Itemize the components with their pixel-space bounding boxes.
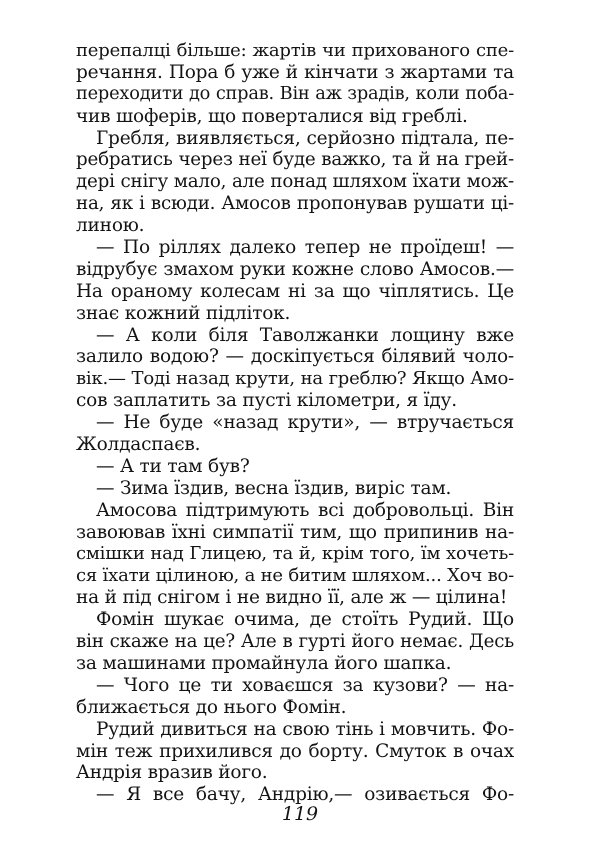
text-line: Жолдаспаєв. xyxy=(76,434,201,456)
text-line: знає кожний підліток. xyxy=(76,302,291,324)
text-line: Рудий дивиться на свою тінь і мовчить. Фо- xyxy=(96,718,514,740)
text-line: переходити до справ. Він аж зрадів, коли поба- xyxy=(76,83,514,104)
text-line: перепалці більше: жартів чи прихованого спе- xyxy=(76,40,514,61)
text-line: дері снігу мало, але понад шляхом їхати мож- xyxy=(76,171,514,193)
text-line: Фомін шукає очима, де стоїть Рудий. Що xyxy=(96,609,514,631)
text-line: — А ти там був? xyxy=(96,455,250,477)
text-line: — Чого це ти ховаєшся за кузови? — на- xyxy=(96,674,514,696)
text-line: за машинами промайнула його шапка. xyxy=(76,652,452,674)
text-line: на, як і всюди. Амосов пропонував рушати ці- xyxy=(76,193,514,215)
text-line: вік.— Тоді назад крути, на греблю? Якщо Амо- xyxy=(76,368,514,390)
text-line: чив шоферів, що поверталися від греблі. xyxy=(76,105,468,127)
text-line: Гребля, виявляється, серйозно підтала, пе- xyxy=(96,127,514,149)
text-line: Амосова підтримують всі добровольці. Він xyxy=(96,499,514,521)
text-line: він скаже на це? Але в гурті його немає. Десь xyxy=(76,631,514,653)
text-line: залило водою? — доскіпується білявий чоло- xyxy=(76,346,514,368)
text-line: ближається до нього Фомін. xyxy=(76,696,347,718)
text-line: смішки над Глицею, та й, крім того, їм хочеть- xyxy=(76,543,514,565)
text-line: мін теж прихилився до борту. Смуток в очах xyxy=(76,740,514,762)
text-line: — По ріллях далеко тепер не проїдеш! — xyxy=(96,237,514,259)
text-line: на й під снігом і не видно її, але ж — цілина! xyxy=(76,587,508,609)
text-line: — Я все бачу, Андрію,— озивається Фо- xyxy=(96,784,514,806)
text-line: — Не буде «назад крути», — втручається xyxy=(96,412,514,434)
text-line: — Зима їздив, весна їздив, виріс там. xyxy=(96,477,452,499)
text-line: Андрія вразив його. xyxy=(76,762,268,784)
text-line: На ораному колесам ні за що чіплятись. Це xyxy=(76,280,514,302)
text-line: — А коли біля Таволжанки лощину вже xyxy=(96,324,514,346)
text-line: ся їхати цілиною, а не битим шляхом... Хоч во- xyxy=(76,565,515,587)
page-text-block xyxy=(76,40,514,806)
text-line: речання. Пора б уже й кінчати з жартами та xyxy=(76,61,514,83)
text-line: сов заплатить за пусті кілометри, я їду. xyxy=(76,390,457,412)
text-line: завоював їхні симпатії тим, що припинив на- xyxy=(76,521,514,543)
text-line: відрубує змахом руки кожне слово Амосов.— xyxy=(76,258,514,280)
page-number: 119 xyxy=(281,803,319,825)
text-line: ребратись через неї буде важко, та й на грей- xyxy=(76,149,514,171)
text-line: линою. xyxy=(76,215,145,237)
